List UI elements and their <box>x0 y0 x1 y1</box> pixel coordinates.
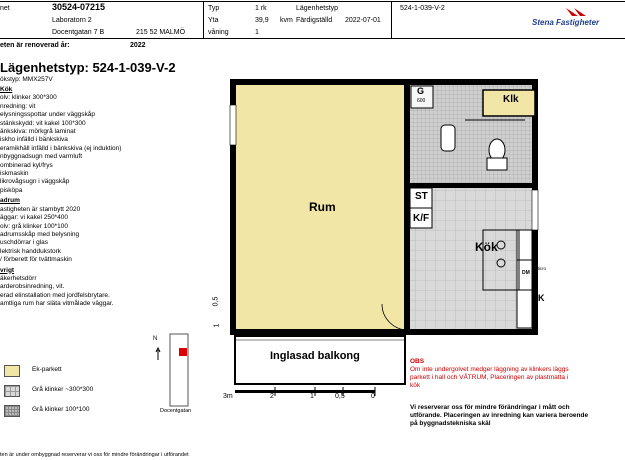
bathroom-item: / förberett för tvättmaskin <box>0 256 72 264</box>
obs-text: Om inte undergolvet medger läggning av klinkers läggs parkett i hall och VÅTRUM, Placeringen av plastmatta i kök <box>410 366 569 389</box>
room-label-st: ST <box>415 191 428 202</box>
legend-label-parkett: Ek-parkett <box>32 366 62 373</box>
room-label-kf: K/F <box>413 213 430 224</box>
room-label-balcony: Inglasad balkong <box>270 350 360 362</box>
kitchen-item: nbyggnadsugn med varmluft <box>0 153 83 161</box>
scale-vertical-label: 0,5 <box>212 296 220 307</box>
header-object-label: net <box>0 5 10 12</box>
room-label-rum: Rum <box>309 200 336 214</box>
kitchen-item: iskho infälld i bänkskiva <box>0 136 68 144</box>
kitchen-section <box>0 86 121 309</box>
kitchen-item: likrovågsugn i väggskåp <box>0 178 70 186</box>
kitchen-item: pisköpa <box>0 186 23 194</box>
logo-text: Stena Fastigheter <box>532 18 600 27</box>
room-label-g: G <box>417 86 425 96</box>
scale-unit: 3m <box>223 393 233 400</box>
other-heading: vrigt <box>0 266 15 274</box>
reserve-note: Vi reserverar oss för mindre förändringar i mått och utförande. Placeringen av inredning kan variera beroende på byggnadstekniska skäl <box>410 404 589 427</box>
page-title: Lägenhetstyp: 524-1-039-V-2 <box>0 60 176 75</box>
scale-vertical-label: 1 <box>213 323 221 328</box>
completed-value: 2022-07-01 <box>345 17 381 24</box>
other-item: amtliga rum har släta vitmålade väggar. <box>0 300 114 308</box>
address-line-2: Docentgatan 7 B <box>52 29 105 36</box>
scale-label: 1 <box>310 393 314 400</box>
object-number: 30524-07215 <box>52 2 106 12</box>
completed-label: Färdigställd <box>296 17 333 24</box>
scale-label: 2 <box>270 393 274 400</box>
kitchen-type: ökstyp: MMX257V <box>0 76 53 83</box>
legend-label-klinker-300: Grå klinker ~300*300 <box>32 386 94 393</box>
renovated-value: 2022 <box>130 42 146 49</box>
bathroom-item: äggar: vi kakel 250*400 <box>0 214 68 222</box>
kitchen-heading: Kök <box>0 86 13 93</box>
room-label-micro: Micro <box>535 266 546 271</box>
kitchen-item: stänkskydd: vit kakel 100*300 <box>0 119 86 127</box>
key-map <box>150 330 210 418</box>
floor-value: 1 <box>255 29 259 36</box>
area-unit: kvm <box>280 17 293 24</box>
bathroom-heading: adrum <box>0 197 20 205</box>
bathroom-item: uschdörrar i glas <box>0 239 49 247</box>
scale-label: 0 <box>371 393 375 400</box>
legend-swatch-klinker-300 <box>4 385 20 397</box>
apartment-type-label: Lägenhetstyp <box>296 5 339 12</box>
kitchen-item: elysningsspottar under väggskåp <box>0 111 96 119</box>
obs-note <box>410 358 580 390</box>
type-label: Typ <box>208 5 220 12</box>
room-label-g-size: 600 <box>417 98 426 104</box>
bathroom-item: adrumsskåp med belysning <box>0 230 80 238</box>
kitchen-item: olv: klinker 300*300 <box>0 94 57 102</box>
room-label-klk: Klk <box>503 94 519 105</box>
bathroom-item: lektrisk handdukstork <box>0 247 62 255</box>
other-item: äkerhetsdörr <box>0 274 37 282</box>
kitchen-item: ombinerad kyl/frys <box>0 161 53 169</box>
postcode-city: 215 52 MALMÖ <box>136 29 186 36</box>
other-item: erad elinstallation med jordfelsbrytare. <box>0 291 110 299</box>
renovated-label: eten är renoverad år: <box>0 42 70 49</box>
bathroom-item: astigheten är stambytt 2020 <box>0 205 81 213</box>
scale-label: 0,5 <box>335 393 345 400</box>
other-item: arderobsinredning, vit. <box>0 283 65 291</box>
address-line-1: Laboratorn 2 <box>52 17 92 24</box>
legend-swatch-parkett <box>4 365 20 377</box>
stena-logo <box>528 6 620 30</box>
area-label: Yta <box>208 17 219 24</box>
bathroom-item: olv: grå klinker 100*100 <box>0 222 68 230</box>
kitchen-item: nredning: vit <box>0 102 36 110</box>
building-keymap-icon <box>150 330 210 418</box>
room-label-kok: Kök <box>475 240 498 254</box>
street-label: Docentgatan <box>160 408 192 414</box>
legend-swatch-klinker-100 <box>4 405 20 417</box>
room-label-dm: DM <box>522 270 530 276</box>
legend-label-klinker-100: Grå klinker 100*100 <box>32 406 90 413</box>
kitchen-item: iskmaskin <box>0 170 29 178</box>
footer-note: ten är under ombyggnad reserverar vi oss för mindre förändringar i utförandet <box>0 452 189 458</box>
obs-title: OBS <box>410 358 425 365</box>
north-label: N <box>153 336 158 342</box>
kitchen-item: eramikhäll infälld i bänkskiva (ej induktion) <box>0 144 122 152</box>
floor-label: våning <box>208 29 229 36</box>
type-value: 1 rk <box>255 5 267 12</box>
floor-plan <box>212 70 560 400</box>
kitchen-item: änkskiva: mörkgrå laminat <box>0 128 76 136</box>
area-value: 39,9 <box>255 17 269 24</box>
room-label-sk: SK <box>532 293 545 303</box>
apartment-type-value: 524-1-039-V-2 <box>400 5 445 12</box>
